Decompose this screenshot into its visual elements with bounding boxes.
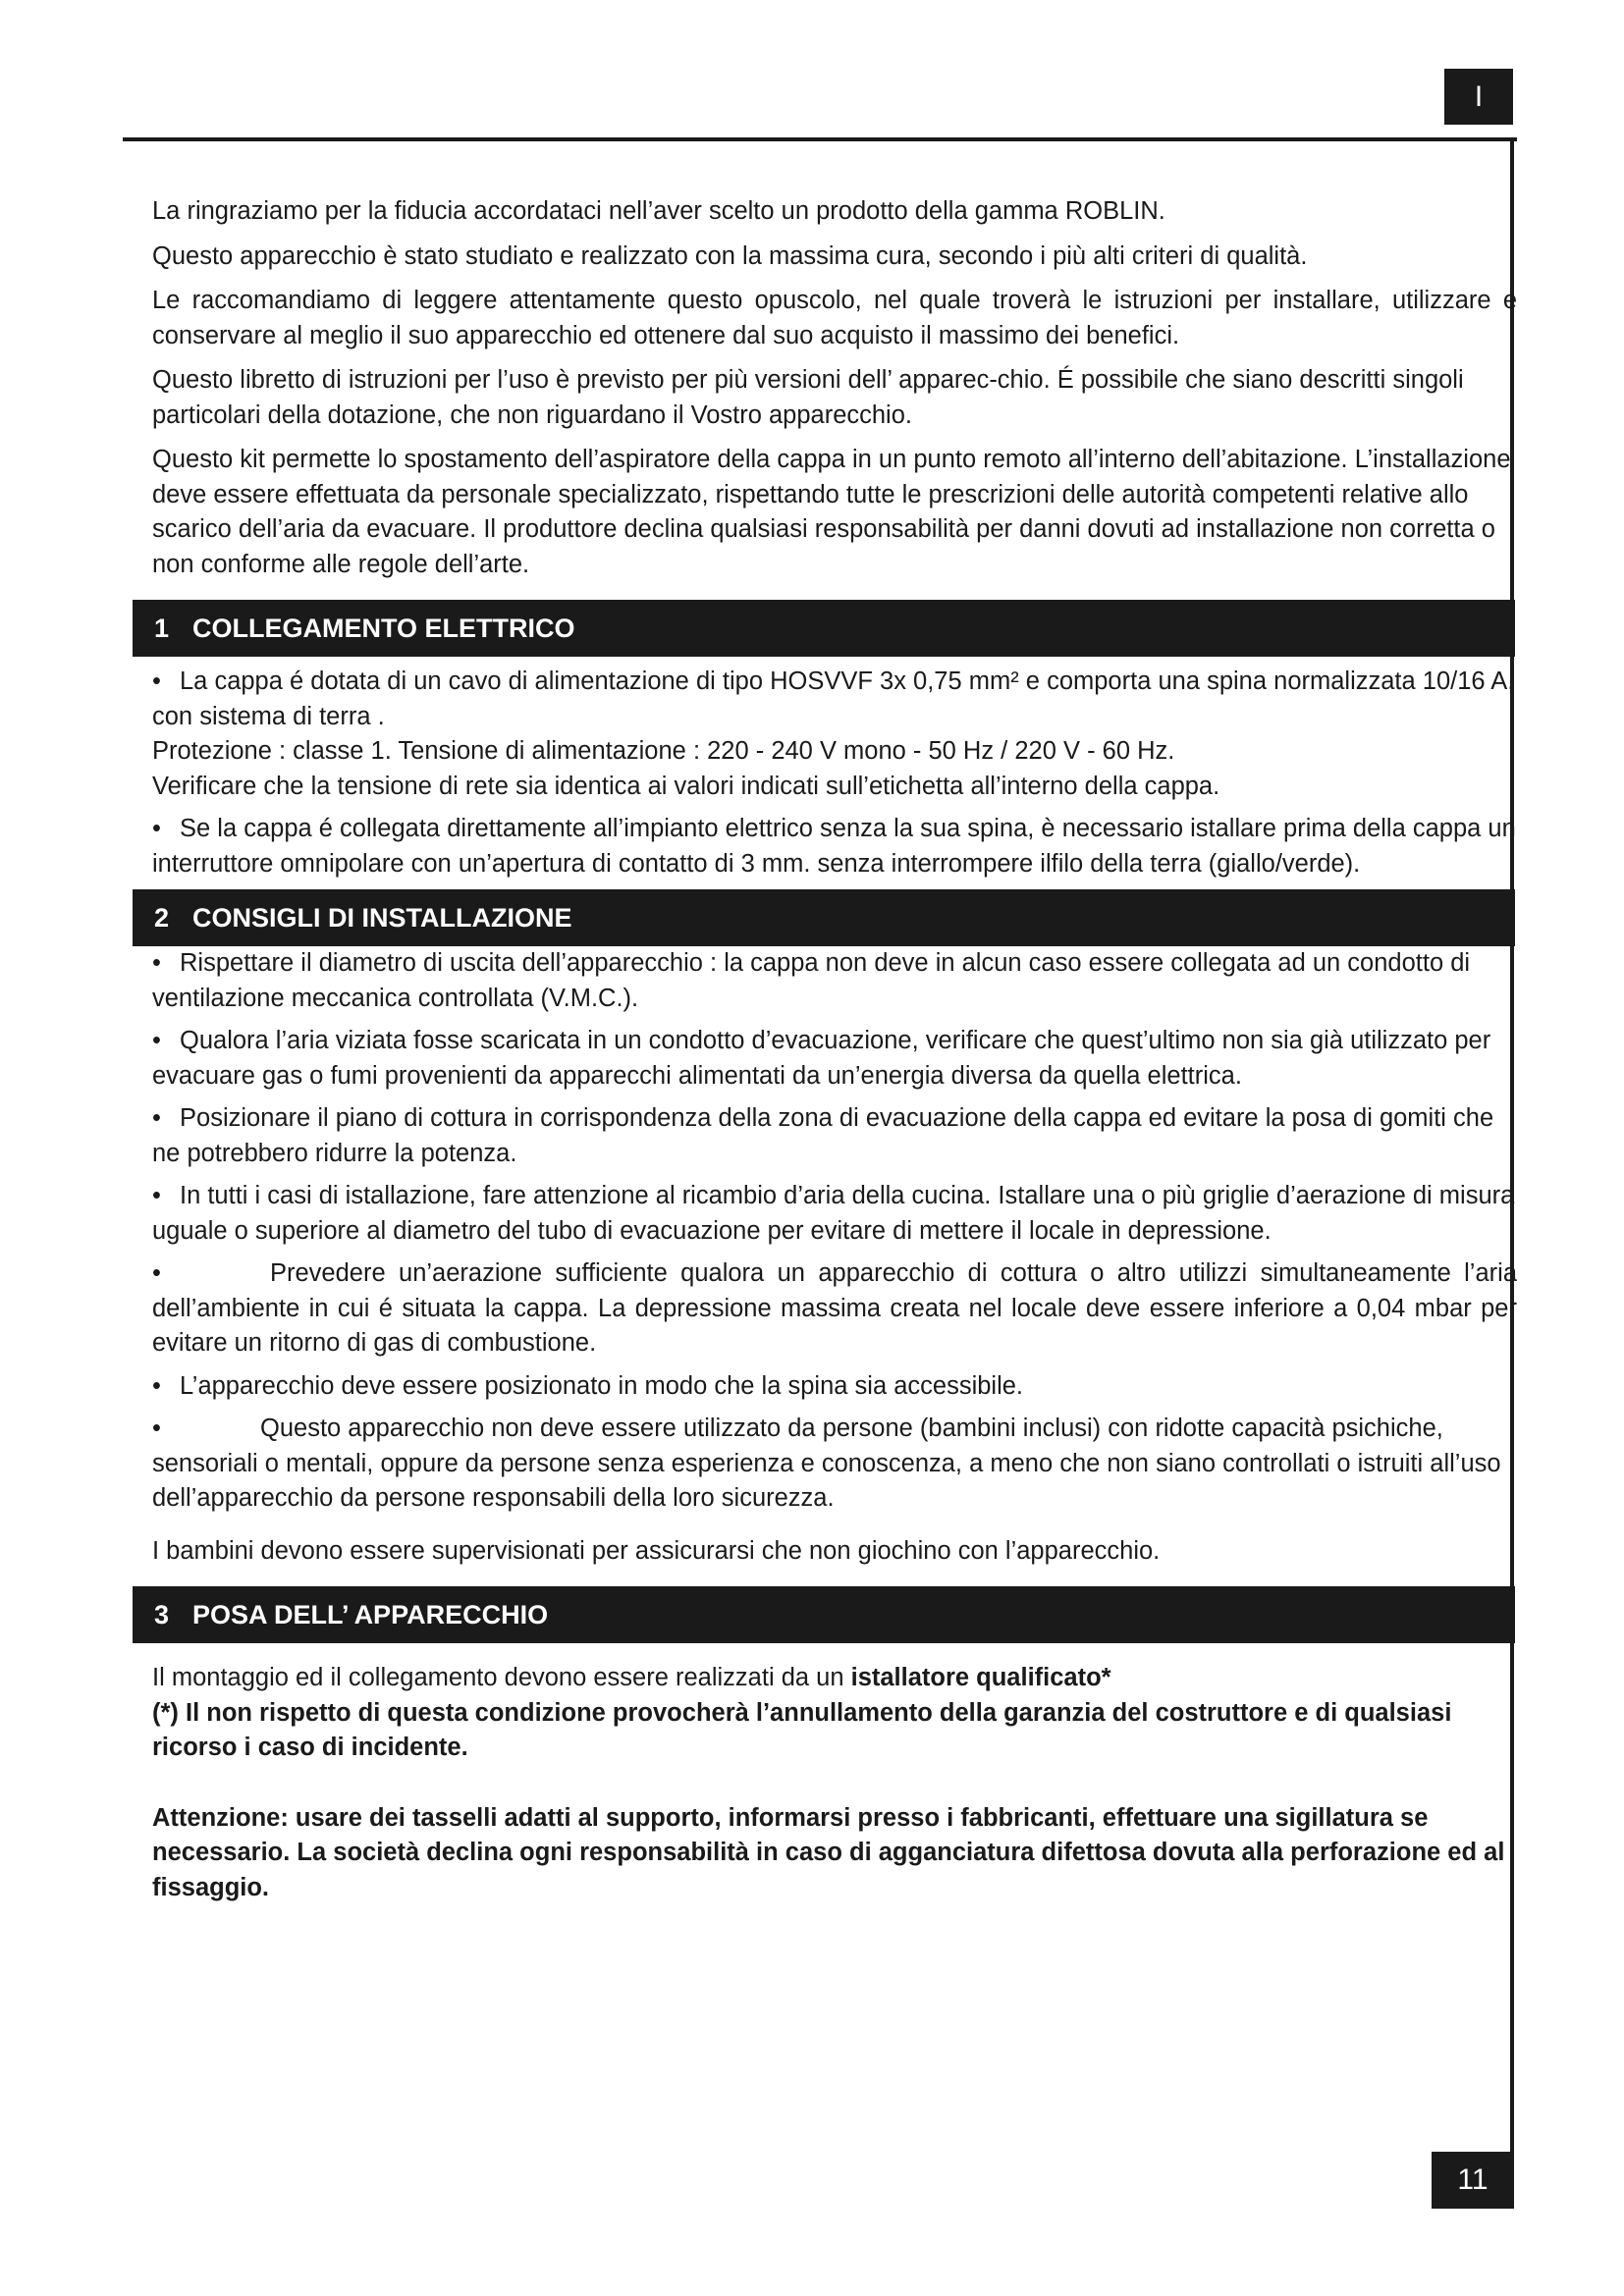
bullet-glyph: • bbox=[152, 815, 161, 842]
intro-block bbox=[152, 194, 1517, 582]
bullet-item: • Posizionare il piano di cottura in corrispondenza della zona di evacuazione della cappa ed evitare la posa di gomiti che ne potrebbero ridurre la potenza. bbox=[152, 1101, 1517, 1171]
intro-paragraph: Questo kit permette lo spostamento dell’aspiratore della cappa in un punto remoto all’interno dell’abitazione. L’installazione deve essere effettuata da personale specializzato, rispettando tutte le prescrizioni delle autorità competenti relative allo scarico dell’aria da evacuare. Il produttore declina qualsiasi responsabilità per danni dovuti ad installazione non corretta o non conforme alle regole dell’arte. bbox=[152, 446, 1511, 578]
bullet-glyph: • bbox=[152, 667, 161, 695]
bullet-item: • Se la cappa é collegata direttamente all’impianto elettrico senza la sua spina, è necessario istallare prima della cappa un interruttore omnipolare con un’apertura di contatto di 3 mm. senza interrompere ilfilo della terra (giallo/verde). bbox=[152, 812, 1517, 881]
bullet-item: • Questo apparecchio non deve essere utilizzato da persone (bambini inclusi) con ridotte capacità psichiche, sensoriali o mentali, oppure da persone senza esperienza e conoscenza, a meno che non siano controllati o istruiti all’uso dell’apparecchio da persone responsabili della loro sicurezza. bbox=[152, 1412, 1517, 1517]
section-title: CONSIGLI DI INSTALLAZIONE bbox=[192, 902, 572, 933]
top-rule bbox=[123, 137, 1517, 141]
section-number: 1 bbox=[154, 613, 170, 643]
bullet-item: • Qualora l’aria viziata fosse scaricata in un condotto d’evacuazione, verificare che quest’ultimo non sia già utilizzato per evacuare gas o fumi provenienti da apparecchi alimentati da un’energia diversa da quella elettrica. bbox=[152, 1024, 1517, 1094]
section-heading-1 bbox=[133, 600, 1515, 657]
section-number: 2 bbox=[154, 902, 170, 933]
page-number: 11 bbox=[1432, 2152, 1514, 2209]
bullet-glyph: • bbox=[152, 1415, 161, 1442]
section-2-body bbox=[152, 946, 1517, 1569]
intro-paragraph: La ringraziamo per la fiducia accordataci nell’aver scelto un prodotto della gamma ROBLIN. bbox=[152, 197, 1165, 225]
intro-paragraph: Questo libretto di istruzioni per l’uso è previsto per più versioni dell’ apparec-chio. É possibile che siano descritti singoli particolari della dotazione, che non riguardano il Vostro apparecchio. bbox=[152, 366, 1464, 429]
page-content bbox=[152, 194, 1517, 1905]
section-number: 3 bbox=[154, 1599, 170, 1629]
bullet-glyph: • bbox=[152, 1371, 161, 1400]
bullet-item: • In tutti i casi di istallazione, fare attenzione al ricambio d’aria della cucina. Istallare una o più griglie d’aerazione di misura uguale o superiore al diametro del tubo di evacuazione per evitare di mettere il locale in depressione. bbox=[152, 1179, 1517, 1249]
section-3-body bbox=[152, 1661, 1517, 1905]
bullet-item: • L’apparecchio deve essere posizionato in modo che la spina sia accessibile. bbox=[152, 1369, 1517, 1405]
intro-paragraph: Questo apparecchio è stato studiato e realizzato con la massima cura, secondo i più alti criteri di qualità. bbox=[152, 241, 1308, 270]
bullet-item: • La cappa é dotata di un cavo di alimentazione di tipo HOSVVF 3x 0,75 mm² e comporta una spina normalizzata 10/16 A, con sistema di terra . bbox=[152, 665, 1517, 734]
section-heading-3 bbox=[133, 1586, 1515, 1643]
bullet-item: • Prevedere un’aerazione sufficiente qualora un apparecchio di cottura o altro utilizzi simultaneamente l’aria dell’ambiente in cui é situata la cappa. La depressione massima creata nel locale deve essere inferiore a 0,04 mbar per evitare un ritorno di gas di combustione. bbox=[152, 1256, 1517, 1362]
bullet-glyph: • bbox=[152, 949, 161, 977]
bullet-item: • Rispettare il diametro di uscita dell’apparecchio : la cappa non deve in alcun caso essere collegata ad un condotto di ventilazione meccanica controllata (V.M.C.). bbox=[152, 946, 1517, 1016]
verify-line: Verificare che la tensione di rete sia identica ai valori indicati sull’etichetta all’interno della cappa. bbox=[152, 772, 1220, 800]
children-note: I bambini devono essere supervisionati per assicurarsi che non giochino con l’apparecchio. bbox=[152, 1536, 1161, 1565]
section-heading-2 bbox=[133, 889, 1515, 946]
section-title: POSA DELL’ APPARECCHIO bbox=[192, 1599, 549, 1629]
section-1-body bbox=[152, 665, 1517, 881]
bullet-glyph: • bbox=[152, 1182, 161, 1209]
installer-line: Il montaggio ed il collegamento devono essere realizzati da un istallatore qualificato* bbox=[152, 1664, 1111, 1691]
protection-line: Protezione : classe 1. Tensione di alimentazione : 220 - 240 V mono - 50 Hz / 220 V - 60 Hz. bbox=[152, 737, 1175, 765]
intro-paragraph: Le raccomandiamo di leggere attentamente questo opuscolo, nel quale troverà le istruzioni per installare, utilizzare e conservare al meglio il suo apparecchio ed ottenere dal suo acquisto il massimo dei benefici. bbox=[152, 287, 1517, 349]
section-title: COLLEGAMENTO ELETTRICO bbox=[192, 613, 575, 643]
bullet-glyph: • bbox=[152, 1259, 161, 1287]
bullet-glyph: • bbox=[152, 1104, 161, 1132]
bullet-glyph: • bbox=[152, 1027, 161, 1054]
warranty-note: (*) Il non rispetto di questa condizione provocherà l’annullamento della garanzia del costruttore e di qualsiasi ricorso i caso di incidente. bbox=[152, 1698, 1452, 1761]
language-tab: I bbox=[1444, 69, 1513, 125]
warning-paragraph: Attenzione: usare dei tasselli adatti al supporto, informarsi presso i fabbricanti, effettuare una sigillatura se necessario. La società declina ogni responsabilità in caso di agganciatura difettosa dovuta alla perforazione ed al fissaggio. bbox=[152, 1803, 1505, 1901]
